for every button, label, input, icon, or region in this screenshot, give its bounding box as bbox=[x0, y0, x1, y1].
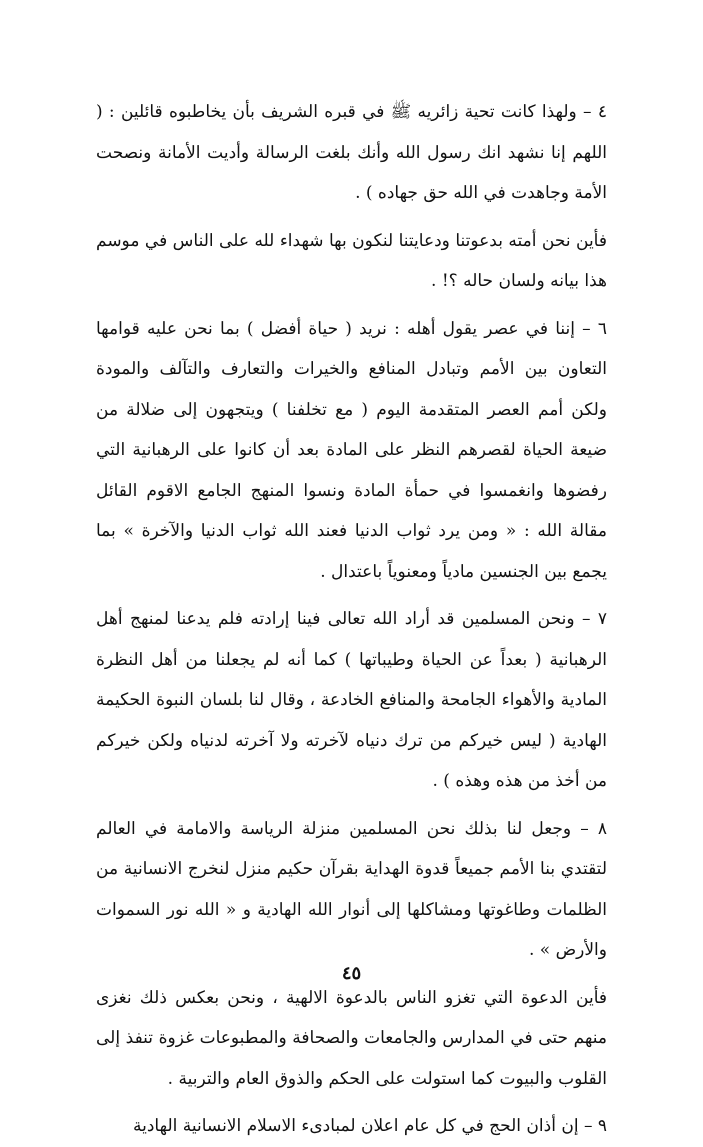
paragraph-9: ٩ – إن أذان الحج في كل عام اعلان لمبادىء الاسلام الانسانية الهادية bbox=[133, 1116, 607, 1136]
paragraph-6: ٦ – إننا في عصر يقول أهله : نريد ( حياة أفضل ) بما نحن عليه قوامها التعاون بين الأمم وتبادل المنافع والخيرات والتعارف والتآلف والمودة ولكن أمم العصر المتقدمة اليوم ( مع تخلفنا ) ويتجهون إلى ضلالة من ضيعة الحياة لقصرهم النظر على المادة بعد أن كانوا على الرهبانية التي رفضوها وانغمسوا في حمأة المادة ونسوا المنهج الجامع الاقوم القائل مقالة الله : « ومن يرد ثواب الدنيا فعند الله ثواب الدنيا والآخرة » بما يجمع بين الجنسين مادياً ومعنوياً باعتدال . bbox=[96, 318, 607, 582]
paragraph-question-2: فأين الدعوة التي تغزو الناس بالدعوة الالهية ، ونحن بعكس ذلك نغزى منهم حتى في المدارس والجامعات والصحافة والمطبوعات غزوة تنفذ إلى القلوب والبيوت كما استولت على الحكم والذوق العام والتربية . bbox=[96, 987, 607, 1089]
page-number: ٤٥ bbox=[341, 963, 362, 984]
paragraph-8: ٨ – وجعل لنا بذلك نحن المسلمين منزلة الرياسة والامامة في العالم لتقتدي بنا الأمم جميعاً قدوة الهداية بقرآن حكيم منزل لنخرج الانسانية من الظلمات وطاغوتها ومشاكلها إلى أنوار الله الهادية و « الله نور السموات والأرض » . bbox=[96, 818, 607, 960]
paragraph-4: ٤ – ولهذا كانت تحية زائريه ﷺ في قبره الشريف بأن يخاطبوه قائلين : ( اللهم إنا نشهد انك رسول الله وأنك بلغت الرسالة وأديت الأمانة ونصحت الأمة وجاهدت في الله حق جهاده ) . bbox=[96, 102, 607, 203]
paragraph-7: ٧ – ونحن المسلمين قد أراد الله تعالى فينا إرادته فلم يدعنا لمنهج أهل الرهبانية ( بعداً عن الحياة وطيباتها ) كما أنه لم يجعلنا من أهل النظرة المادية والأهواء الجامحة والمنافع الخادعة ، وقال لنا بلسان النبوة الحكيمة الهادية ( ليس خيركم من ترك دنياه لآخرته ولا آخرته لدنياه ولكن خيركم من أخذ من هذه وهذه ) . bbox=[96, 609, 607, 791]
paragraph-question-1: فأين نحن أمته بدعوتنا ودعايتنا لنكون بها شهداء لله على الناس في موسم هذا بيانه ولسان حاله ؟! . bbox=[96, 230, 607, 291]
